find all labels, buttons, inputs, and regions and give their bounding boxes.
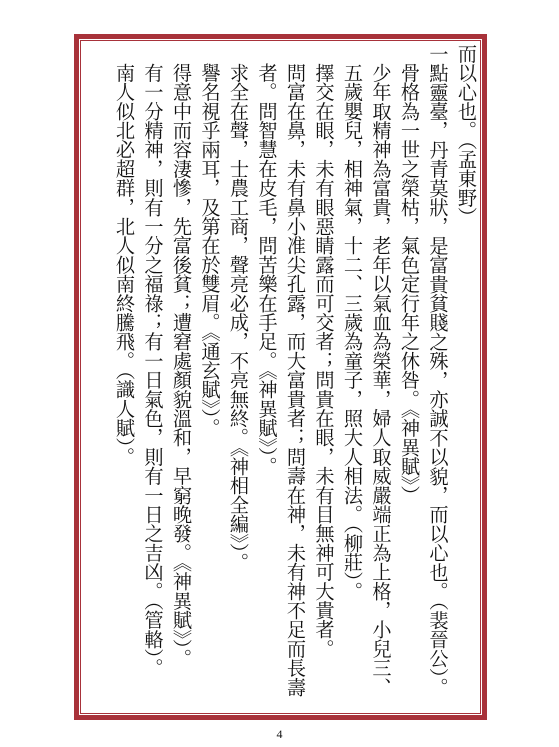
paragraph: 得意中而容淒慘，先富後貧；遭窘處顏貌溫和，早窮晚發。《神異賦》）。 (170, 63, 193, 668)
paragraph: 而以心也。（孟東野） (455, 44, 478, 227)
paragraph: 一點靈臺，丹青莫狀，是富貴貧賤之殊，亦誠不以貌，而以心也。（裴晉公）。 (426, 44, 450, 697)
paragraph: 有一分精神，則有一分之福祿；有一日氣色，則有一日之吉凶。（管輅）。 (141, 63, 165, 678)
vertical-text-body (90, 44, 480, 710)
paragraph: 擇交在眼，未有眼惡睛露而可交者；問貴在眼，未有目無神可大貴者。 (312, 63, 336, 659)
paragraph: 南人似北必超群，北人似南終騰飛。（識人賦）。 (113, 63, 136, 467)
paragraph: 骨格為一世之榮枯，氣色定行年之休咎。《神異賦》） (398, 63, 421, 505)
paragraph: 少年取精神為富貴，老年以氣血為榮華，婦人取威嚴端正為上格，小兒三、五歲嬰兒，相神氣，十二、三歲為童子，照大人相法。（柳莊）。 (341, 63, 393, 697)
paragraph: 問富在鼻，未有鼻小准尖孔露，而大富貴者；問壽在神，未有神不足而長壽者。問智慧在皮毛，問苦樂在手足。《神異賦》）。 (255, 63, 307, 697)
paragraph: 求全在聲，士農工商，聲亮必成，不亮無終。《神相全編》）。 (227, 63, 250, 572)
page-number: 4 (276, 727, 283, 741)
paragraph: 譽名視乎兩耳，及第在於雙眉。《通玄賦》）。 (198, 63, 222, 438)
